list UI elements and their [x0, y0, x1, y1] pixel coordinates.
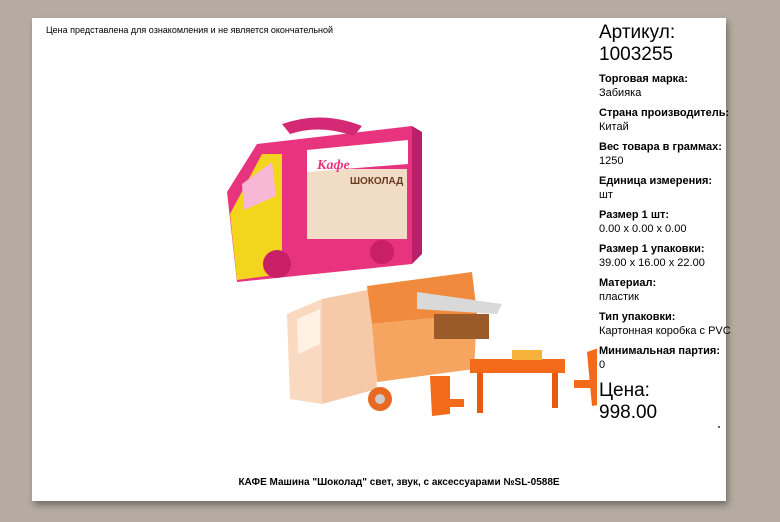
- spec-key: Торговая марка:: [599, 73, 688, 85]
- product-photo: [212, 114, 597, 424]
- spec-brand: [599, 72, 769, 100]
- spec-item-size: [599, 208, 769, 236]
- spec-min-batch: [599, 344, 769, 372]
- spec-value: 39.00 x 16.00 x 22.00: [599, 257, 705, 269]
- spec-value: 0: [599, 359, 606, 371]
- spec-value: Картонная коробка с PVC: [599, 325, 731, 337]
- spec-key: Размер 1 упаковки:: [599, 243, 705, 255]
- spec-value: Китай: [599, 121, 629, 133]
- product-title: КАФЕ Машина "Шоколад" свет, звук, с аксессуарами №SL-0588E: [238, 477, 560, 488]
- spec-value: 1250: [599, 155, 624, 167]
- spec-country: [599, 106, 769, 134]
- article-label: Артикул:: [599, 22, 676, 43]
- spec-value: пластик: [599, 291, 639, 303]
- spec-key: Материал:: [599, 277, 657, 289]
- spec-panel: [599, 22, 769, 424]
- spec-weight: [599, 140, 769, 168]
- price-disclaimer: Цена представлена для ознакомления и не является окончательной: [46, 25, 334, 35]
- spec-key: Единица измерения:: [599, 175, 713, 187]
- spec-package-type: [599, 310, 769, 338]
- decorative-dot: [718, 426, 720, 428]
- price-block: [599, 380, 769, 424]
- spec-value: шт: [599, 189, 613, 201]
- product-card: [32, 18, 731, 501]
- toy-box: [227, 117, 422, 282]
- spec-key: Размер 1 шт:: [599, 209, 670, 221]
- article-block: [599, 22, 769, 66]
- spec-key: Вес товара в граммах:: [599, 141, 722, 153]
- box-sign-text: ШОКОЛАД: [350, 176, 404, 187]
- spec-key: Минимальная партия:: [599, 345, 720, 357]
- spec-value: Забияка: [599, 87, 642, 99]
- spec-key: Тип упаковки:: [599, 311, 676, 323]
- article-value: 1003255: [599, 44, 673, 65]
- price-label: Цена:: [599, 380, 650, 401]
- price-value: 998.00: [599, 402, 658, 423]
- toy-truck: [287, 272, 502, 411]
- spec-key: Страна производитель:: [599, 107, 730, 119]
- box-brand-text: Кафе: [317, 158, 350, 173]
- spec-package-size: [599, 242, 769, 270]
- spec-value: 0.00 x 0.00 x 0.00: [599, 223, 687, 235]
- spec-unit: [599, 174, 769, 202]
- spec-material: [599, 276, 769, 304]
